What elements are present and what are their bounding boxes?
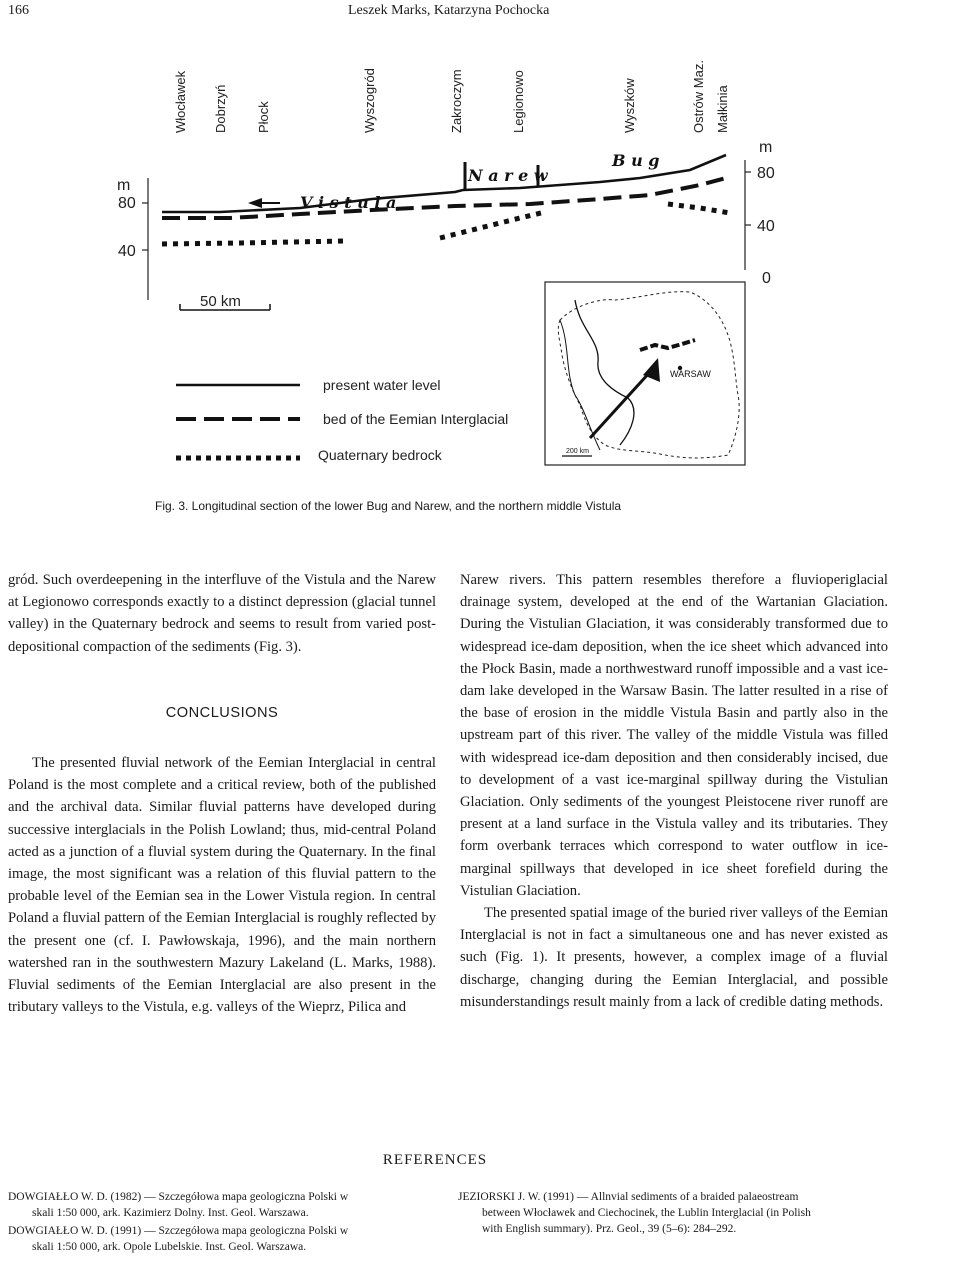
legend-swatches (176, 385, 300, 458)
location-label: Małkinia (715, 85, 730, 133)
location-label: Płock (256, 101, 271, 133)
quaternary-bedrock-line (440, 212, 545, 238)
right-axis-tick: 0 (762, 270, 771, 287)
legend-label: present water level (323, 377, 441, 393)
flow-arrow-icon (248, 198, 262, 208)
left-axis-tick: 40 (118, 243, 136, 260)
location-label: Ostrów Maz. (691, 60, 706, 133)
running-header-authors: Leszek Marks, Katarzyna Pochocka (348, 3, 550, 18)
inset-scale-label: 200 km (566, 448, 589, 455)
left-axis-tick: 80 (118, 195, 136, 212)
references-heading: REFERENCES (382, 1152, 488, 1168)
reference-line: between Włocławek and Ciechocinek, the Lublin Interglacial (in Polish (482, 1207, 811, 1219)
river-label-vistula: V i s t u l a (300, 193, 397, 212)
location-label: Wyszków (622, 78, 637, 133)
reference-line: skali 1:50 000, ark. Kazimierz Dolny. Inst. Geol. Warszawa. (32, 1207, 309, 1219)
reference-line: with English summary). Prz. Geol., 39 (5–6): 284–292. (482, 1223, 737, 1235)
right-axis-tick: 80 (757, 165, 775, 182)
reference-line: DOWGIAŁŁO W. D. (1991) — Szczegółowa mapa geologiczna Polski w (8, 1225, 349, 1237)
river-label-bug: B u g (612, 151, 660, 170)
left-axis (117, 177, 148, 300)
quaternary-bedrock-line (668, 204, 730, 213)
right-axis-unit: m (759, 139, 773, 156)
location-label: Legionowo (511, 70, 526, 133)
figure-caption: Fig. 3. Longitudinal section of the lower Bug and Narew, and the northern middle Vistula (155, 499, 622, 513)
body-paragraph: The presented fluvial network of the Eemian Interglacial in central Poland is the most complete and a critical review, both of the published and the archival data. Similar fluvial patterns have developed during successive interglacials in the Polish Lowland; thus, mid-central Poland acted as a junction of a fluvial system during the Quaternary. In the final image, the most significant was a relation of this fluvial pattern to the probable level of the Eemian sea in the Lower Vistula region. In central Poland a fluvial pattern of the Eemian Interglacial is roughly reflected by the present one (cf. I. Pawłowskaja, 1996), and the main northern watershed ran in the southwestern Mazury Lakeland (L. Marks, 1988). Fluvial sediments of the Eemian Interglacial are also present in the tributary valleys to the Vistula, e.g. valleys of the Wieprz, Pilica and (8, 755, 436, 1016)
scale-bar (180, 293, 270, 310)
section-heading-conclusions: CONCLUSIONS (165, 704, 279, 721)
river-label-narew: N a r e w (468, 166, 548, 185)
quaternary-bedrock-line (162, 241, 345, 244)
body-paragraph: The presented spatial image of the buried river valleys of the Eemian Interglacial is not in fact a simultaneous one and has never existed as such (Fig. 1). It presents, however, a complex image of a fluvial discharge, changing during the Eemian Interglacial, and possible misunderstandings result mainly from a lack of credible dating methods. (460, 905, 888, 1010)
scale-bar-label: 50 km (200, 293, 241, 310)
left-column (8, 569, 436, 1018)
body-paragraph: gród. Such overdeepening in the interfluve of the Vistula and the Narew at Legionowo corresponds exactly to a distinct depression (glacial tunnel valley) in the Quaternary bedrock and seems to result from varied post-depositional compaction of the sediments (Fig. 3). (8, 572, 436, 655)
eemian-bed-line (162, 178, 726, 218)
page-number: 166 (8, 3, 29, 18)
location-label: Wyszogród (362, 68, 377, 133)
right-axis (745, 139, 775, 287)
inset-map (545, 282, 745, 465)
location-label: Włocławek (173, 70, 188, 133)
inset-city-label: WARSAW (670, 369, 711, 379)
reference-entry (8, 1223, 448, 1255)
figure-longitudinal-section (0, 40, 960, 495)
reference-entry (8, 1189, 448, 1221)
right-axis-tick: 40 (757, 218, 775, 235)
left-axis-unit: m (117, 177, 131, 194)
reference-line: JEZIORSKI J. W. (1991) — Allnvial sediments of a braided palaeostream (458, 1191, 799, 1203)
reference-line: DOWGIAŁŁO W. D. (1982) — Szczegółowa mapa geologiczna Polski w (8, 1191, 349, 1203)
reference-entry (458, 1189, 918, 1237)
body-paragraph: Narew rivers. This pattern resembles therefore a fluvioperiglacial drainage system, developed at the end of the Wartanian Glaciation. During the Vistulian Glaciation, it was considerably transformed due to widespread ice-dam deposition, when the ice sheet which advanced into the Płock Basin, made a northwestward runoff impossible and a vast ice-dam lake developed in the Warsaw Basin. The latter resulted in a rise of the base of erosion in the middle Vistula Basin and partly also in the upstream part of this river. The valley of the middle Vistula was filled with widespread ice-dam deposition and then considerably incised, due to development of a vast ice-marginal spillway during the Vistulian Glaciation. Only sediments of the youngest Pleistocene river runoff are present at a land surface in the Vistula valley and its tributaries. They form overbank terraces which correspond to water outflow in ice-marginal spillways that developed in ice sheet forefield during the Vistulian Glaciation. (460, 572, 888, 899)
reference-line: skali 1:50 000, ark. Opole Lubelskie. Inst. Geol. Warszawa. (32, 1241, 307, 1253)
right-column (460, 569, 888, 1013)
legend-label: Quaternary bedrock (318, 447, 442, 463)
location-label: Dobrzyń (213, 84, 228, 133)
legend-label: bed of the Eemian Interglacial (323, 411, 509, 427)
location-label: Zakroczym (449, 69, 464, 133)
